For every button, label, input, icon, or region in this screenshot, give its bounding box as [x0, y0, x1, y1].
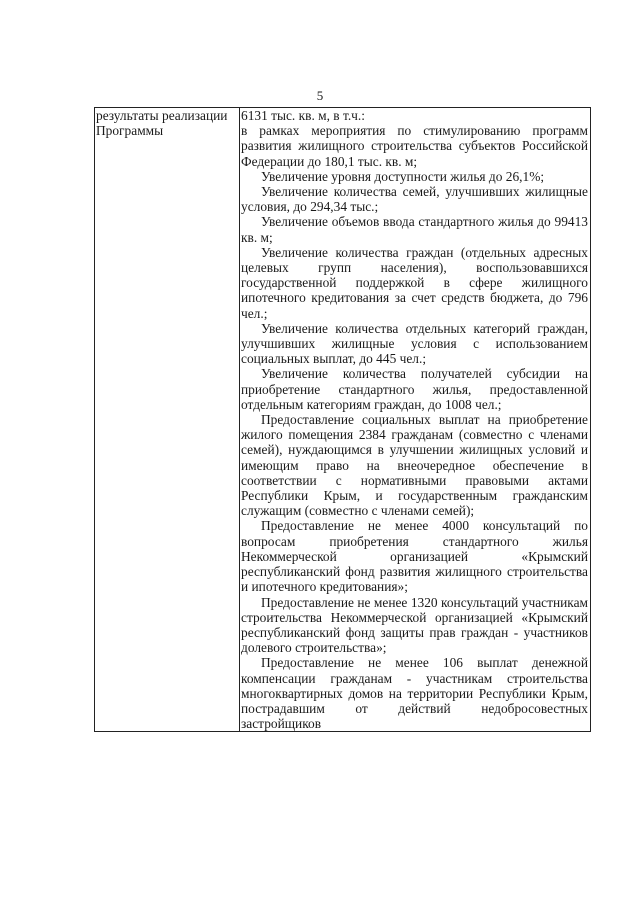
compensation-payments-paragraph: Предоставление не менее 106 выплат денежной компенсации гражданам - участникам строительства многоквартирных домов на территории Республики Крым, пострадавшим от действий недобросовестных застройщиков	[241, 655, 588, 732]
social-payments-citizens-paragraph: Предоставление социальных выплат на приобретение жилого помещения 2384 гражданам (совместно с членами семей), нуждающимся в улучшении жилищных условий и имеющим право на внеочередное обеспечение в соответствии с нормативными правовыми актами Республики Крым, и государственным гражданским служащим (совместно с членами семей);	[241, 412, 588, 519]
fund-consultations-paragraph: Предоставление не менее 4000 консультаций по вопросам приобретения стандартного жилья Некоммерческой организацией «Крымский республиканский фонд развития жилищного строительства и ипотечного кредитования»;	[241, 518, 588, 595]
protection-fund-consultations-paragraph: Предоставление не менее 1320 консультаций участникам строительства Некоммерческой организацией «Крымский республиканский фонд защиты прав граждан - участников долевого строительства»;	[241, 594, 588, 656]
affordability-paragraph: Увеличение уровня доступности жилья до 26,1%;	[261, 168, 545, 184]
row-label-cell	[95, 108, 240, 732]
table-row	[95, 108, 591, 732]
standard-housing-volume-paragraph: Увеличение объемов ввода стандартного жилья до 99413 кв. м;	[241, 214, 588, 245]
page-number: 5	[316, 88, 324, 103]
social-payments-paragraph: Увеличение количества отдельных категорий граждан, улучшивших жилищные условия с использованием социальных выплат, до 445 чел.;	[241, 320, 588, 367]
mortgage-support-paragraph: Увеличение количества граждан (отдельных адресных целевых групп населения), воспользовавшихся государственной поддержкой в сфере жилищного ипотечного кредитования за счет средств бюджета, до 796 чел.;	[241, 244, 588, 321]
housing-program-paragraph: в рамках мероприятия по стимулированию программ развития жилищного строительства субъектов Российской Федерации до 180,1 тыс. кв. м;	[241, 123, 588, 169]
subsidy-recipients-paragraph: Увеличение количества получателей субсидии на приобретение стандартного жилья, предоставленной отдельным категориям граждан, до 1008 чел.;	[241, 366, 588, 412]
families-improved-paragraph: Увеличение количества семей, улучшивших жилищные условия, до 294,34 тыс.;	[241, 184, 588, 215]
row-label-line: Программы	[96, 123, 164, 139]
row-content-cell	[240, 108, 591, 732]
row-label-line: результаты реализации	[96, 108, 228, 123]
program-results-table	[94, 107, 591, 732]
total-area-paragraph: 6131 тыс. кв. м, в т.ч.:	[241, 108, 365, 123]
